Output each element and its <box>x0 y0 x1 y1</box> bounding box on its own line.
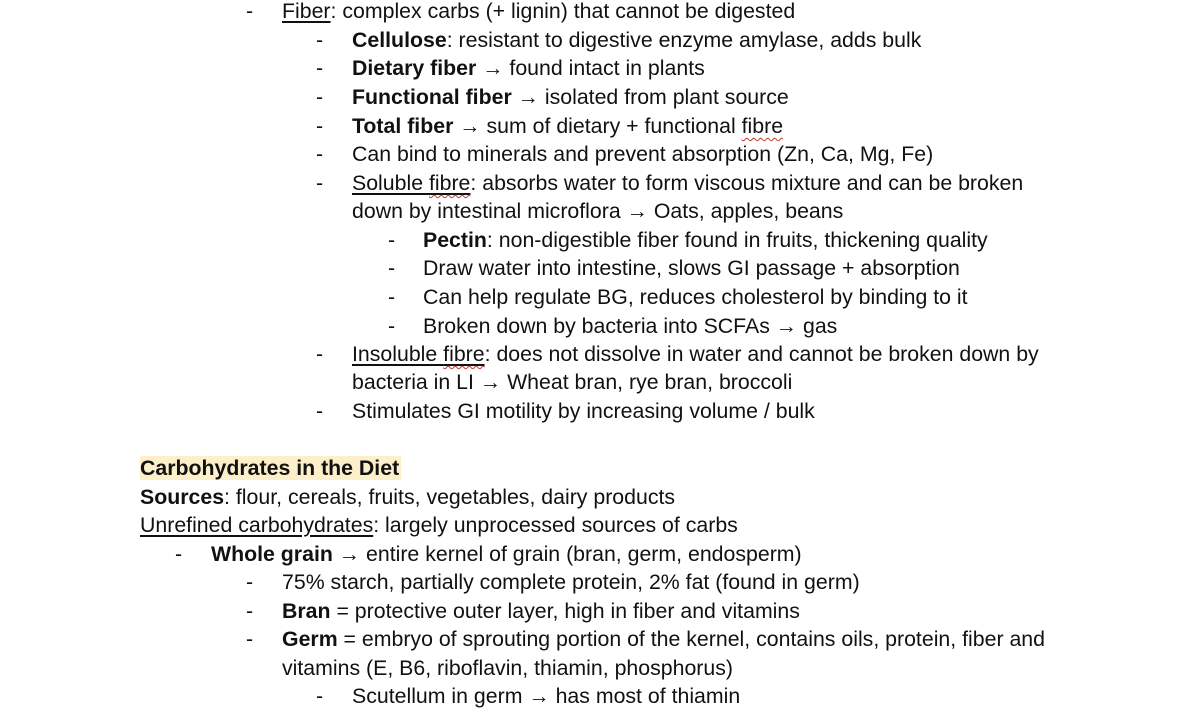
bullet-dash: - <box>316 28 324 52</box>
functional-fiber-item <box>352 83 789 111</box>
bran-desc: = protective outer layer, high in fiber and vitamins <box>330 599 800 623</box>
whole-grain-desc: → entire kernel of grain (bran, germ, endosperm) <box>332 542 802 566</box>
bullet-dash: - <box>316 171 324 195</box>
scutellum-item: Scutellum in germ → has most of thiamin <box>352 684 741 708</box>
sources-item <box>140 483 675 511</box>
bullet-dash: - <box>388 314 396 338</box>
soluble-fibre-term <box>352 171 470 195</box>
total-fiber-item <box>352 112 783 140</box>
bullet-dash: - <box>246 0 254 23</box>
bullet-dash: - <box>316 114 324 138</box>
scfa-item: Broken down by bacteria into SCFAs → gas <box>423 314 838 338</box>
pectin-desc: : non-digestible fiber found in fruits, thickening quality <box>486 228 988 252</box>
germ-term: Germ <box>282 627 338 651</box>
unrefined-desc: : largely unprocessed sources of carbs <box>373 513 738 537</box>
sources-desc: : flour, cereals, fruits, vegetables, dairy products <box>224 485 676 509</box>
germ-desc-cont: vitamins (E, B6, riboflavin, thiamin, phosphorus) <box>282 656 733 680</box>
soluble-label: Soluble <box>352 171 429 195</box>
functional-fiber-term: Functional fiber <box>352 85 512 109</box>
gi-motility-item: Stimulates GI motility by increasing volume / bulk <box>352 399 815 423</box>
fiber-term: Fiber <box>282 0 331 23</box>
insoluble-label: Insoluble <box>352 342 444 366</box>
section-heading <box>140 454 401 482</box>
soluble-fibre-item <box>352 169 1023 197</box>
bullet-dash: - <box>388 285 396 309</box>
unrefined-term: Unrefined carbohydrates <box>140 513 374 537</box>
total-fiber-desc: → sum of dietary + functional <box>453 114 742 138</box>
total-fiber-term: Total fiber <box>352 114 454 138</box>
whole-grain-item <box>211 540 802 568</box>
functional-fiber-desc: → isolated from plant source <box>511 85 789 109</box>
soluble-fibre-desc: : absorbs water to form viscous mixture and can be broken <box>470 171 1024 195</box>
bullet-dash: - <box>316 85 324 109</box>
dietary-fiber-term: Dietary fiber <box>352 56 477 80</box>
insoluble-fibre-desc: : does not dissolve in water and cannot be broken down by <box>484 342 1039 366</box>
bullet-dash: - <box>246 627 254 651</box>
dietary-fiber-item <box>352 54 705 82</box>
bran-term: Bran <box>282 599 331 623</box>
regulate-bg-item: Can help regulate BG, reduces cholesterol by binding to it <box>423 285 968 309</box>
soluble-fibre-desc-cont: down by intestinal microflora → Oats, apples, beans <box>352 199 844 223</box>
bran-item <box>282 597 800 625</box>
dietary-fiber-desc: → found intact in plants <box>476 56 705 80</box>
spellcheck-word[interactable]: fibre <box>443 342 485 366</box>
draw-water-item: Draw water into intestine, slows GI passage + absorption <box>423 256 960 280</box>
pectin-item <box>423 226 988 254</box>
sources-term: Sources <box>140 485 225 509</box>
pectin-term: Pectin <box>423 228 487 252</box>
bullet-dash: - <box>388 228 396 252</box>
insoluble-fibre-term <box>352 342 485 366</box>
starch-item: 75% starch, partially complete protein, 2% fat (found in germ) <box>282 570 860 594</box>
cellulose-term: Cellulose <box>352 28 447 52</box>
fiber-item <box>282 0 795 25</box>
insoluble-fibre-item <box>352 340 1039 368</box>
unrefined-item <box>140 511 738 539</box>
spellcheck-word[interactable]: fibre <box>741 114 784 138</box>
bullet-dash: - <box>316 684 324 708</box>
spellcheck-word[interactable]: fibre <box>428 171 471 195</box>
bullet-dash: - <box>316 399 324 423</box>
mineral-binding-item: Can bind to minerals and prevent absorption (Zn, Ca, Mg, Fe) <box>352 142 934 166</box>
germ-desc: = embryo of sprouting portion of the kernel, contains oils, protein, fiber and <box>337 627 1045 651</box>
germ-item <box>282 625 1045 653</box>
fiber-desc: : complex carbs (+ lignin) that cannot be digested <box>330 0 796 23</box>
bullet-dash: - <box>316 342 324 366</box>
insoluble-fibre-desc-cont: bacteria in LI → Wheat bran, rye bran, broccoli <box>352 370 793 394</box>
bullet-dash: - <box>316 142 324 166</box>
bullet-dash: - <box>316 56 324 80</box>
bullet-dash: - <box>246 570 254 594</box>
bullet-dash: - <box>246 599 254 623</box>
bullet-dash: - <box>175 542 183 566</box>
cellulose-desc: : resistant to digestive enzyme amylase, adds bulk <box>446 28 922 52</box>
cellulose-item <box>352 26 921 54</box>
diet-heading: Carbohydrates in the Diet <box>140 456 400 480</box>
bullet-dash: - <box>388 256 396 280</box>
whole-grain-term: Whole grain <box>211 542 333 566</box>
